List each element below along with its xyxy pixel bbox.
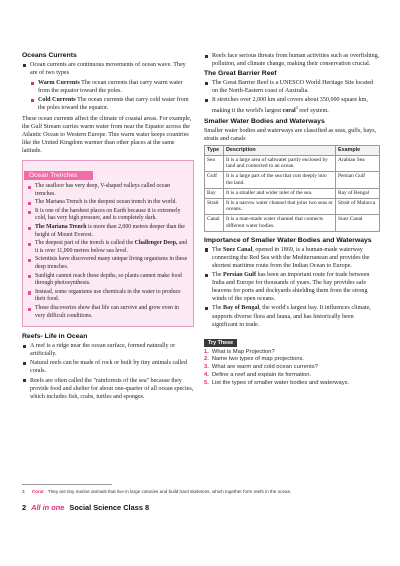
- question-item: 4. Define a reef and explain its formation.: [204, 372, 312, 379]
- trench-item: The Mariana Trench is more than 2,000 metres deeper than the height of Mount Everest.: [27, 224, 189, 239]
- question-item: 2. Name two types of map projections.: [204, 356, 304, 363]
- ocean-trenches-tag: Ocean Trenches: [24, 171, 93, 180]
- trench-item: Scientists have discovered many unique living organisms in these deep trenches.: [27, 256, 189, 271]
- reef-threats-list: [204, 52, 380, 68]
- great-barrier-reef-list: [204, 79, 380, 115]
- page-number: 2: [22, 503, 27, 512]
- table-row: Sea It is a large area of saltwater partly enclosed by land and connected to an ocean. Arabian Sea: [205, 155, 380, 172]
- smaller-water-bodies-heading: Smaller Water Bodies and Waterways: [204, 117, 325, 125]
- reef-threats-item: Reefs face serious threats from human activities such as overfishing, pollution, and climate change, making their conservation crucial.: [204, 52, 380, 68]
- question-item: 1. What is Map Projection?: [204, 348, 275, 355]
- book-series: Social Science Class 8: [69, 503, 150, 512]
- reefs-heading: Reefs- Life in Ocean: [22, 333, 88, 341]
- table-row: Strait It is a narrow water channel that joins two seas or oceans. Strait of Malacca: [205, 198, 380, 215]
- ocean-trenches-box: [22, 160, 194, 327]
- reef-item: Reefs are often called the "rainforests of the sea" because they provide food and shelter for about one-quarter of all ocean species, which includes fish, crabs, turtles and sponges.: [22, 377, 194, 401]
- table-header-example: Example: [336, 145, 380, 155]
- importance-item: The Bay of Bengal, the world's largest bay. It influences climate, supports diverse flora and fauna, and has historically been significant in trade.: [204, 304, 380, 328]
- trench-item: The deepest part of the trench is called the Challenger Deep, and it is over 11,000 metres below sea level.: [27, 240, 189, 255]
- trench-item: The Mariana Trench is the deepest ocean trench in the world.: [27, 199, 189, 207]
- table-row: Bay It is a smaller and wider inlet of the sea. Bay of Bengal: [205, 188, 380, 198]
- coral-term: coral: [282, 108, 296, 115]
- try-these-list: [204, 349, 380, 388]
- ocean-trenches-list: [27, 183, 189, 320]
- importance-item: The Persian Gulf has been an important route for trade between India and Europe for thousands of years. The bay provides safe heavens for ports and dockyards shielding them from the strong winds of the open oceans.: [204, 271, 380, 303]
- footnote-ref[interactable]: 3: [295, 105, 298, 111]
- question-item: 3. What are warm and cold ocean currents?: [204, 364, 318, 371]
- cold-currents-item: Cold Currents The ocean currents that carry cold water from the poles toward the equator.: [22, 96, 194, 112]
- importance-item: The Suez Canal, opened in 1869, is a human-made waterway connecting the Red Sea with the Mediterranean and provides the shortest maritime route from the Indian Ocean to Europe.: [204, 246, 380, 270]
- footnote-divider: [22, 484, 112, 485]
- try-these-tag: Try These: [204, 339, 237, 347]
- importance-list: [204, 246, 380, 329]
- table-header-type: Type: [205, 145, 224, 155]
- trench-item: The seafloor has very deep, V-shaped valleys called ocean trenches.: [27, 183, 189, 198]
- table-header-row: [205, 145, 380, 155]
- trench-item: These discoveries show that life can survive and grow even in very difficult conditions.: [27, 305, 189, 320]
- great-barrier-reef-heading: The Great Barrier Reef: [204, 70, 277, 78]
- gbr-item: It stretches over 2,000 km and covers about 350,000 square km, making it the world's largest coral$^3$ reef system.: [204, 96, 380, 115]
- reefs-list: [22, 342, 194, 401]
- footnote-term: Coral: [31, 489, 44, 494]
- page-folio: [22, 503, 149, 512]
- left-column: [22, 52, 194, 403]
- trench-item: Sunlight cannot reach these depths, so plants cannot make food through photosynthesis.: [27, 273, 189, 288]
- importance-heading: Importance of Smaller Water Bodies and Waterways: [204, 236, 372, 244]
- brand-logo: All in one: [31, 503, 65, 512]
- water-bodies-table: [204, 145, 380, 232]
- ocean-currents-heading: Oceans Currents: [22, 52, 77, 59]
- question-item: 5. List the types of smaller water bodies and waterways.: [204, 379, 350, 386]
- trench-item: Instead, some organisms use chemicals in the water to produce their food.: [27, 289, 189, 304]
- footnote-number: 3: [22, 489, 25, 494]
- footnote-text: They are tiny marine animals that live in large colonies and build hard skeletons, which together form reefs in the ocean.: [47, 489, 292, 494]
- table-header-description: Description: [224, 145, 336, 155]
- ocean-currents-intro: Ocean currents are continuous movements of ocean wave. They are of two types: [22, 61, 194, 77]
- reef-item: Natural reefs can be made of rock or built by tiny animals called corals.: [22, 359, 194, 375]
- table-row: Gulf It is a large part of the sea that cuts deeply into the land. Persian Gulf: [205, 172, 380, 189]
- ocean-currents-paragraph: These ocean currents affect the climate of coastal areas. For example, the Gulf Stream carries warm water from near the Equator across the Atlantic Ocean to Western Europe. This warm water keeps countries like the United Kingdom warmer than other places at the same latitude.: [22, 115, 192, 154]
- ocean-currents-list: [22, 61, 194, 77]
- warm-currents-item: Warm Currents The ocean currents that carry warm water from the equator toward the poles.: [22, 79, 194, 95]
- gbr-item: The Great Barrier Reef is a UNESCO World Heritage Site located on the North-Eastern coast of Australia.: [204, 79, 380, 95]
- right-column: [204, 52, 380, 388]
- current-types-list: [22, 79, 194, 112]
- table-row: Canal It is a man-made water channel that connects different water bodies. Suez Canal: [205, 215, 380, 232]
- smaller-water-bodies-intro: Smaller water bodies and waterways are classified as seas, gulfs, bays, straits and canals: [204, 127, 377, 142]
- trench-item: It is one of the harshest places on Earth because it is extremely cold, has very high pressure, and is completely dark.: [27, 208, 189, 223]
- footnote: [22, 489, 382, 495]
- reef-item: A reef is a ridge near the ocean surface, formed naturally or artificially.: [22, 342, 194, 358]
